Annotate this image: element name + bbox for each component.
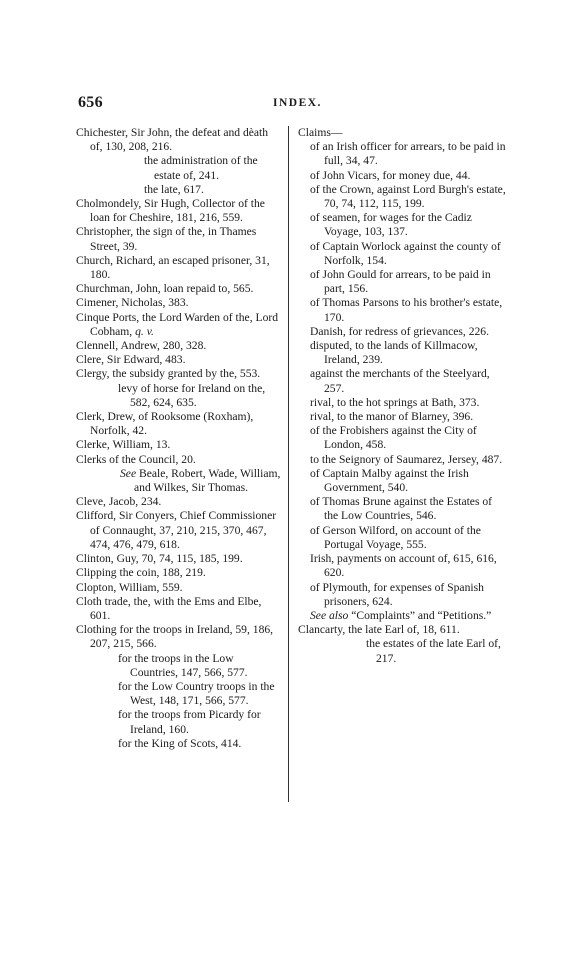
index-entry: for the troops from Picardy for Ireland, 160. xyxy=(118,708,261,736)
index-entry: Chichester, Sir John, the defeat and dèath of, 130, 208, 216. xyxy=(76,126,269,154)
index-entry: of John Gould for arrears, to be paid in part, 156. xyxy=(310,268,491,296)
index-entry: Clothing for the troops in Ireland, 59, 186, 207, 215, 566. xyxy=(76,623,274,651)
index-entry: disputed, to the lands of Killmacow, Ireland, 239. xyxy=(310,339,478,367)
index-entry: of the Frobishers against the City of London, 458. xyxy=(310,424,477,452)
index-entry: levy of horse for Ireland on the, 582, 624, 635. xyxy=(118,381,266,409)
index-entry: Irish, payments on account of, 615, 616, 620. xyxy=(310,552,497,580)
index-entry: rival, to the hot springs at Bath, 373. xyxy=(310,395,480,409)
index-entry: Cholmondely, Sir Hugh, Collector of the loan for Cheshire, 181, 216, 559. xyxy=(76,197,265,225)
index-entry: Clerks of the Council, 20. xyxy=(76,452,196,466)
index-entry: Cimener, Nicholas, 383. xyxy=(76,296,189,310)
index-entry: See Beale, Robert, Wade, William, and Wilkes, Sir Thomas. xyxy=(120,466,281,495)
index-entry: of seamen, for wages for the Cadiz Voyage, 103, 137. xyxy=(310,211,472,239)
index-entry: Clifford, Sir Conyers, Chief Commissioner of Connaught, 37, 210, 215, 370, 467, 474, 476, 479, 618. xyxy=(76,509,277,551)
index-entry: Clopton, William, 559. xyxy=(76,580,183,594)
index-entry: the estates of the late Earl of, 217. xyxy=(366,637,501,665)
index-entry: of the Crown, against Lord Burgh's estate, 70, 74, 112, 115, 199. xyxy=(310,182,506,211)
index-entry: of Thomas Parsons to his brother's estate, 170. xyxy=(310,296,503,324)
index-entry: Clere, Sir Edward, 483. xyxy=(76,353,186,367)
page-number: 656 xyxy=(78,94,103,111)
index-entry: of Plymouth, for expenses of Spanish prisoners, 624. xyxy=(310,580,484,608)
index-entry: for the King of Scots, 414. xyxy=(118,736,242,750)
index-entry: rival, to the manor of Blarney, 396. xyxy=(310,410,474,424)
index-entry: Clerke, William, 13. xyxy=(76,438,171,452)
index-column-right xyxy=(298,126,508,666)
index-entry: the administration of the estate of, 241. xyxy=(144,154,258,182)
index-column-left xyxy=(76,126,282,751)
index-entry: Clancarty, the late Earl of, 18, 611. xyxy=(298,623,460,637)
index-entry: Christopher, the sign of the, in Thames Street, 39. xyxy=(76,225,257,253)
index-entry: for the troops in the Low Countries, 147, 566, 577. xyxy=(118,651,248,679)
index-entry: of Captain Worlock against the county of Norfolk, 154. xyxy=(310,239,501,267)
index-entry: of Thomas Brune against the Estates of the Low Countries, 546. xyxy=(310,495,493,523)
index-entry: Claims— xyxy=(298,126,343,139)
index-entry: Clinton, Guy, 70, 74, 115, 185, 199. xyxy=(76,552,243,566)
index-entry: Churchman, John, loan repaid to, 565. xyxy=(76,282,254,296)
index-entry: the late, 617. xyxy=(144,182,204,196)
index-entry: of Gerson Wilford, on account of the Portugal Voyage, 555. xyxy=(310,523,481,551)
index-entry: Church, Richard, an escaped prisoner, 31, 180. xyxy=(76,253,270,282)
running-head: INDEX. xyxy=(273,97,322,109)
index-entry: Cloth trade, the, with the Ems and Elbe, 601. xyxy=(76,594,262,622)
index-entry: to the Seignory of Saumarez, Jersey, 487. xyxy=(310,452,503,466)
index-entry: Danish, for redress of grievances, 226. xyxy=(310,324,490,338)
index-entry: Clerk, Drew, of Rooksome (Roxham), Norfolk, 42. xyxy=(76,410,254,438)
index-entry: of Captain Malby against the Irish Government, 540. xyxy=(310,466,469,495)
index-entry: for the Low Country troops in the West, 148, 171, 566, 577. xyxy=(118,679,275,708)
index-entry: Clipping the coin, 188, 219. xyxy=(76,566,206,580)
index-entry: Cleve, Jacob, 234. xyxy=(76,495,162,509)
index-entry: Clergy, the subsidy granted by the, 553. xyxy=(76,367,261,381)
index-entry: See also “Complaints” and “Petitions.” xyxy=(310,608,492,622)
index-entry: Cinque Ports, the Lord Warden of the, Lord Cobham, q. v. xyxy=(76,310,279,338)
index-entry: of an Irish officer for arrears, to be paid in full, 34, 47. xyxy=(310,140,506,168)
column-divider xyxy=(288,126,289,802)
index-entry: against the merchants of the Steelyard, 257. xyxy=(310,367,490,395)
index-entry: Clennell, Andrew, 280, 328. xyxy=(76,339,207,353)
index-entry: of John Vicars, for money due, 44. xyxy=(310,168,471,182)
